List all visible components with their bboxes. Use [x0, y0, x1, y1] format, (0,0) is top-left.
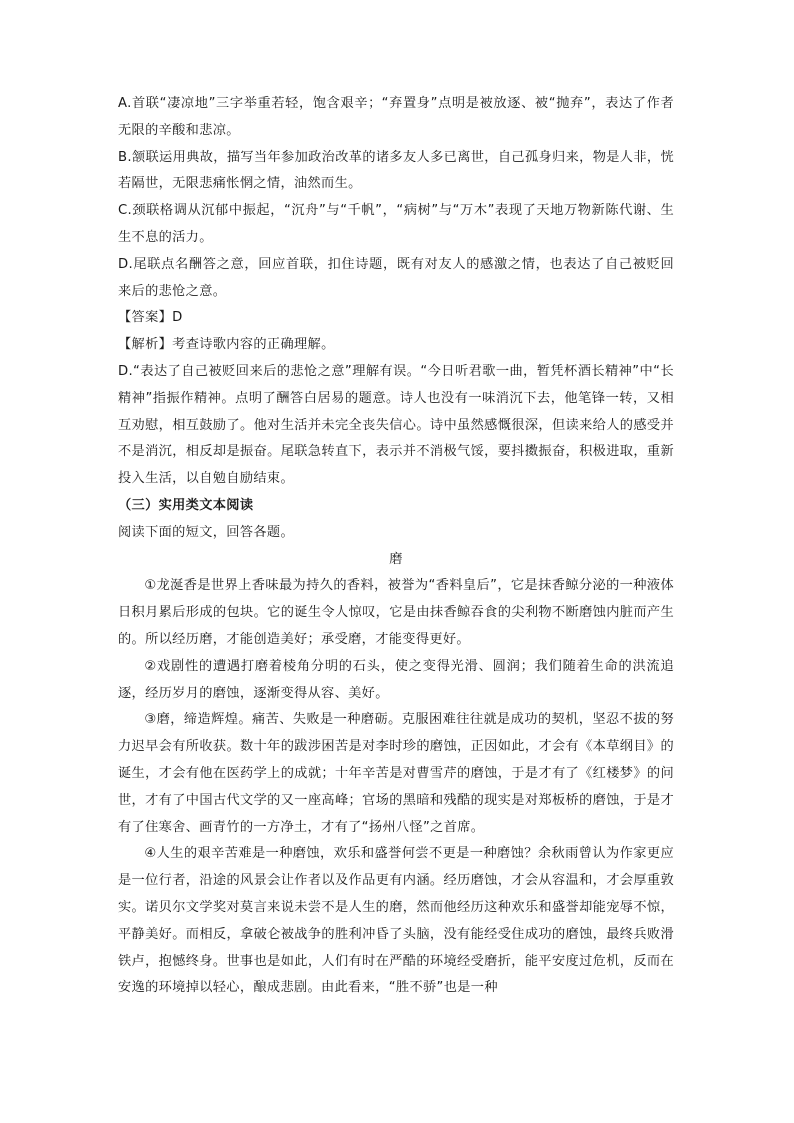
option-a: A.首联“凄凉地”三字举重若轻，饱含艰辛；“弃置身”点明是被放逐、被“抛弃”，表达了作者无限的辛酸和悲凉。	[118, 96, 674, 138]
article-paragraph-4: ④人生的艰辛苦难是一种磨蚀，欢乐和盛誉何尝不更是一种磨蚀？余秋雨曾认为作家更应是一位行者，沿途的风景会让作者以及作品更有内涵。经历磨蚀，才会从容温和，才会厚重敦实。诺贝尔文学奖对莫言来说未尝不是人生的磨，然而他经历这种欢乐和盛誉却能宠辱不惊，平静美好。而相反，拿破仑被战争的胜利冲昏了头脑，没有能经受住成功的磨蚀，最终兵败滑铁卢，抱憾终身。世事也是如此，人们有时在严酷的环境经受磨折，能平安度过危机，反而在安逸的环境掉以轻心，酿成悲剧。由此看来，“胜不骄”也是一种	[118, 846, 674, 996]
section-heading: （三）实用类文本阅读	[118, 497, 254, 513]
analysis-detail: D.“表达了自己被贬回来后的悲怆之意”理解有误。“今日听君歌一曲，暂凭杯酒长精神”中“长精神”指振作精神。点明了酬答白居易的题意。诗人也没有一味消沉下去，他笔锋一转，又相互劝慰，相互鼓励了。他对生活并未完全丧失信心。诗中虽然感慨很深，但读来给人的感受并不是消沉，相反却是振奋。尾联急转直下，表示并不消极气馁，要抖擞振奋，积极进取，重新投入生活，以自勉自励结束。	[118, 363, 674, 487]
section-instruction: 阅读下面的短文，回答各题。	[118, 524, 294, 540]
analysis-label: 【解析】	[118, 337, 173, 353]
article-paragraph-1: ①龙涎香是世界上香味最为持久的香料，被誉为“香料皇后”，它是抹香鲸分泌的一种液体日积月累后形成的包块。它的诞生令人惊叹，它是由抹香鲸吞食的尖利物不断磨蚀内脏而产生的。所以经历磨，才能创造美好；承受磨，才能变得更好。	[118, 578, 674, 647]
analysis-summary: 考查诗歌内容的正确理解。	[172, 337, 335, 353]
article-title: 磨	[389, 551, 403, 567]
analysis-line	[118, 332, 674, 359]
answer-line	[118, 305, 674, 332]
option-d: D.尾联点名酬答之意，回应首联，扣住诗题，既有对友人的感激之情，也表达了自己被贬回来后的悲怆之意。	[118, 256, 674, 299]
answer-value: D	[172, 310, 183, 326]
option-b: B.颔联运用典故，描写当年参加政治改革的诸多友人多已离世，自己孤身归来，物是人非，恍若隔世，无限悲痛怅惘之情，油然而生。	[118, 149, 674, 192]
article-paragraph-2: ②戏剧性的遭遇打磨着棱角分明的石头，使之变得光滑、圆润；我们随着生命的洪流追逐，经历岁月的磨蚀，逐渐变得从容、美好。	[118, 658, 674, 701]
answer-label: 【答案】	[118, 310, 173, 326]
article-paragraph-3: ③磨，缔造辉煌。痛苦、失败是一种磨砺。克服困难往往就是成功的契机，坚忍不拔的努力迟早会有所收获。数十年的跋涉困苦是对李时珍的磨蚀，正因如此，才会有《本草纲目》的诞生，才会有他在医药学上的成就；十年辛苦是对曹雪芹的磨蚀，于是才有了《红楼梦》的问世，才有了中国古代文学的又一座高峰；官场的黑暗和残酷的现实是对郑板桥的磨蚀，于是才有了住寒舍、画青竹的一方净土，才有了“扬州八怪”之首席。	[118, 712, 674, 835]
option-c: C.颈联格调从沉郁中振起，“沉舟”与“千帆”，“病树”与“万木”表现了天地万物新陈代谢、生生不息的活力。	[118, 203, 674, 245]
